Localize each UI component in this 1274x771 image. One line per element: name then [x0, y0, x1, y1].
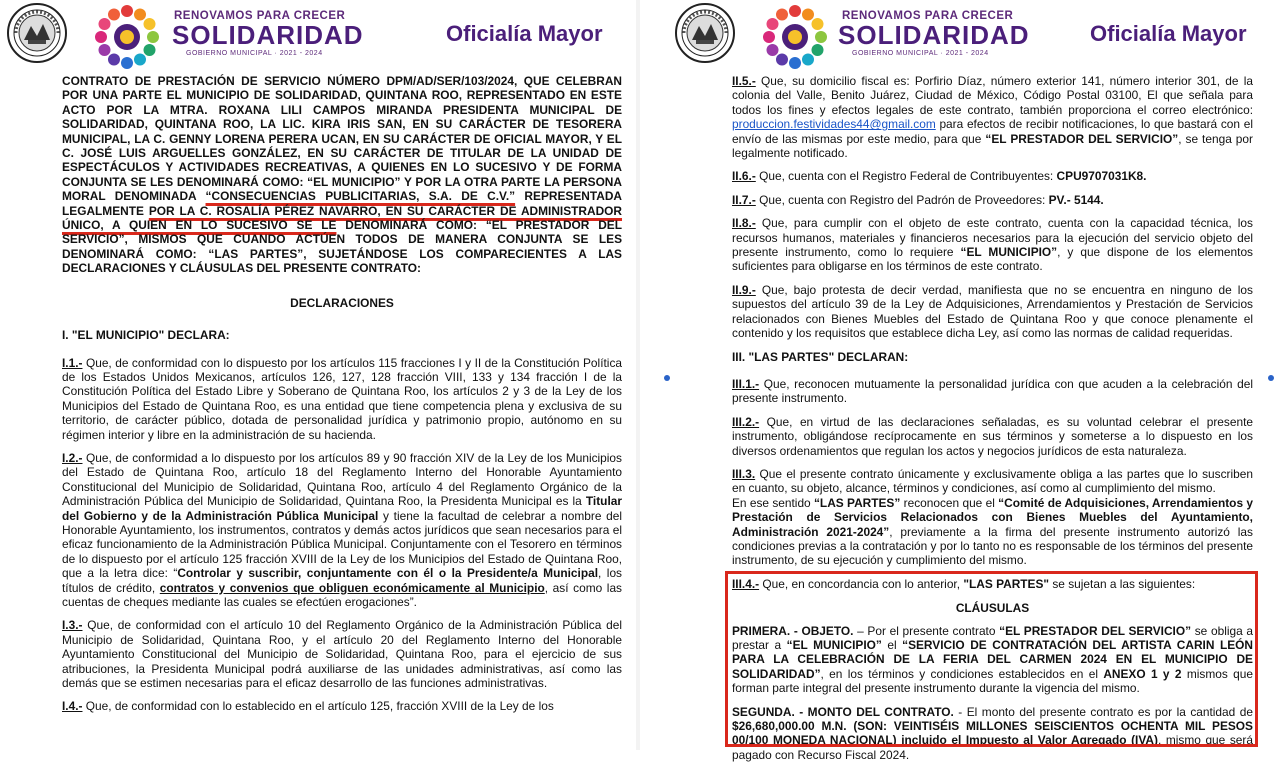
clause-ii6: II.6.- Que, cuenta con el Registro Federal de Contribuyentes: CPU9707031K8. — [732, 169, 1147, 184]
slogan-text: RENOVAMOS PARA CRECER — [174, 10, 346, 22]
section-heading-partes: III. "LAS PARTES" DECLARAN: — [732, 349, 909, 364]
declaraciones-heading: DECLARACIONES — [290, 295, 394, 310]
slogan-text: RENOVAMOS PARA CRECER — [842, 10, 1014, 22]
clause-iii4: III.4.- Que, en concordancia con lo anterior, "LAS PARTES" se sujetan a las siguientes: — [732, 576, 1196, 591]
page-header — [640, 0, 1274, 68]
clause-ii7: II.7.- Que, cuenta con Registro del Padrón de Proveedores: PV.- 5144. — [732, 192, 1104, 207]
government-subtitle: GOBIERNO MUNICIPAL · 2021 - 2024 — [852, 50, 989, 57]
clause-iii2: III.2.- Que, en virtud de las declaraciones señaladas, es su voluntad celebrar el presente instrumento, obligándose recíprocamente en sus términos y someterse a lo dispuesto en los diversos ordenamientos que regulan los actos y negocios jurídicos de esta naturaleza. — [732, 414, 1253, 458]
clause-iii3: III.3. Que el presente contrato únicamente y exclusivamente obliga a las partes que lo suscriben en cuanto, su objeto, alcance, términos y condiciones, así como al cumplimiento del mismo. — [732, 466, 1253, 496]
clause-i2: I.2.- Que, de conformidad a lo dispuesto por los artículos 89 y 90 fracción XIV de la Ley de los Municipios del Estado de Quintana Roo, artículo 18 del Reglamento Interno del Honorable Ayuntamiento Constitucional del Municipio de Solidaridad, Quintana Roo, artículo 4 del Reglamento Orgánico de la Administración Pública del Municipio de Solidaridad, Quintana Roo, la Presidenta Municipal es la Titular del Gobierno y de la Administración Pública Municipal y tiene la facultad de celebrar a nombre del Honorable Ayuntamiento, los instrumentos, contratos y demás actos jurídicos que sean necesarios para el eficaz funcionamiento de la Administración Pública Municipal. Conjuntamente con el Tesorero en términos de lo dispuesto por el artículo 125 fracción XVIII de la Ley de los Municipios del Estado de Quintana Roo, que a la letra dice: “Controlar y suscribir, conjuntamente con él o la Presidente/a Municipal, los títulos de crédito, contratos y convenios que obliguen económicamente al Municipio, así como las cuentas de cheques mediante las cuales se efectúen erogaciones”. — [62, 450, 623, 609]
department-title: Oficialía Mayor — [1090, 21, 1247, 46]
page-header — [0, 0, 637, 68]
contract-preamble: CONTRATO DE PRESTACIÓN DE SERVICIO NÚMERO DPM/AD/SER/103/2024, QUE CELEBRAN POR UNA PARTE EL MUNICIPIO DE SOLIDARIDAD, QUINTANA ROO, REPRESENTADO EN ESTE ACTO POR LA MTRA. ROXANA LILI CAMPOS MIRANDA PRESIDENTA MUNICIPAL DE SOLIDARIDAD, QUINTANA ROO, LA LIC. KIRA IRIS SAN, EN SU CARÁCTER DE TESORERA MUNICIPAL, LA C. GENNY LORENA PERERA UCAN, EN SU CARÁCTER DE OFICIAL MAYOR, Y EL C. JOSÉ LUIS ARGUELLES GONZÁLEZ, EN SU CARÁCTER DE TITULAR DE LA UNIDAD DE ESPECTÁCULOS Y ACTIVIDADES RECREATIVAS, A QUIENES EN LO SUCESIVO Y DE FORMA CONJUNTA SE LES DENOMINARÁ COMO: “EL MUNICIPIO” Y POR LA OTRA PARTE LA PERSONA MORAL DENOMINADA “CONSECUENCIAS PUBLICITARIAS, S.A. DE C.V.” REPRESENTADA LEGALMENTE POR LA C. ROSALÍA PÉREZ NAVARRO, EN SU CARÁCTER DE ADMINISTRADOR ÚNICO, A QUIEN EN LO SUCESIVO SE LE DENOMINARÁ COMO: “EL PRESTADOR DEL SERVICIO”, MISMOS QUE CUANDO ACTÚEN TODOS DE MANERA CONJUNTA SE LES DENOMINARÁ COMO: “LAS PARTES”, SUJETÁNDOSE LOS COMPARECIENTES A LAS DECLARACIONES Y CLÁUSULAS DEL PRESENTE CONTRATO: — [62, 74, 623, 276]
company-name: “CONSECUENCIAS PUBLICITARIAS, S.A. DE C.V.” — [205, 189, 516, 204]
clause-i1: I.1.- Que, de conformidad con lo dispuesto por los artículos 115 fracciones I y II de la Constitución Política de los Estados Unidos Mexicanos, artículos 126, 127, 128 fracción VIII, 133 y 134 fracción I de la Constitución Política del Estado Libre y Soberano de Quintana Roo, los artículos 2 y 3 de la Ley de los Municipios del Estado de Quintana Roo, es una entidad que tiene competencia plena y exclusiva de su territorio, de carácter público, dotada de personalidad jurídica y patrimonio propio, autónomo en su régimen interior y libre en la administración de su hacienda. — [62, 355, 622, 442]
clause-ii8: II.8.- Que, para cumplir con el objeto de este contrato, cuenta con la capacidad técnica, los recursos humanos, materiales y financieros necesarios para la ejecución del servicio objeto del presente instrumento, como lo requiere “EL MUNICIPIO”, y que dispone de los elementos suficientes para obligarse en los términos de este contrato. — [732, 216, 1253, 274]
clause-iii3-cont: En ese sentido “LAS PARTES” reconocen que el “Comité de Adquisiciones, Arrendamientos y Prestación de Servicios Relacionados con Bienes Muebles del Ayuntamiento, Administración 2021-2024”, previamente a la firma del presente instrumento autorizó las condiciones previas a la contratación y por lo tanto no es responsable de los términos del presente instrumento, de su ejecución y cumplimiento del mismo. — [732, 495, 1253, 568]
page-handle-dot[interactable] — [664, 375, 670, 381]
contract-body-left — [62, 74, 622, 723]
clause-i4: I.4.- Que, de conformidad con lo establecido en el artículo 125, fracción XVIII de la Ley de los — [62, 699, 554, 714]
email-link[interactable]: produccion.festividades44@gmail.com — [732, 117, 936, 132]
solidaridad-flower-logo-icon — [760, 2, 830, 72]
clause-segunda: SEGUNDA. - MONTO DEL CONTRATO. - El monto del presente contrato es por la cantidad de $26,680,000.00 M.N. (SON: VEINTISÉIS MILLONES SEISCIENTOS OCHENTA MIL PESOS 00/100 MONEDA NACIONAL) incluido el Impuesto al Valor Agregado (IVA), mismo que será pagado con Recurso Fiscal 2024. — [732, 704, 1253, 762]
page-handle-dot[interactable] — [1268, 375, 1274, 381]
document-page-left — [0, 0, 637, 750]
section-heading-municipio: I. "EL MUNICIPIO" DECLARA: — [62, 328, 230, 343]
solidaridad-flower-logo-icon — [92, 2, 162, 72]
clause-i3: I.3.- Que, de conformidad con el artículo 10 del Reglamento Orgánico de la Administración Pública del Municipio de Solidaridad, Quintana Roo, y el artículo 20 del Reglamento Interno del Honorable Ayuntamiento Constitucional del Municipio de Solidaridad, Quintana Roo, para el ejercicio de sus atribuciones, la Presidenta Municipal podrá auxiliarse de las unidades administrativas, así como las demás que se estimen necesarias para el eficaz desarrollo de las funciones administrativas. — [62, 618, 622, 691]
department-title: Oficialía Mayor — [446, 21, 603, 46]
clause-ii5: II.5.- Que, su domicilio fiscal es: Porfirio Díaz, número exterior 141, número interior 301, de la colonia del Valle, Benito Juárez, Ciudad de México, Código Postal 03100, El que señala para todos los fines y efectos legales de este contrato, también proporciona el correo electrónico: produccion.festividades44@gmail.com para efectos de recibir notificaciones, lo que bastará con el envío de las mismas por este medio, para que “EL PRESTADOR DEL SERVICIO”, se tenga por legalmente notificado. — [732, 74, 1253, 161]
contract-body-right — [732, 74, 1253, 771]
clause-ii9: II.9.- Que, bajo protesta de decir verdad, manifiesta que no se encuentra en ninguno de los supuestos del artículo 39 de la Ley de Adquisiciones, Arrendamientos y Prestación de Servicios relacionados con Bienes Muebles del Estado de Quintana Roo y que conoce plenamente el contenido y los requisitos que establece dicha Ley, así como las normas de calidad requeridas. — [732, 282, 1253, 341]
legal-representative: POR LA C. ROSALÍA PÉREZ NAVARRO, EN SU CARÁCTER DE ADMINISTRADOR ÚNICO, A QUIEN EN LO SUCESIVO SE LE — [62, 203, 623, 233]
clause-iii1: III.1.- Que, reconocen mutuamente la personalidad jurídica con que acuden a la celebración del presente instrumento. — [732, 376, 1253, 406]
brand-title: SOLIDARIDAD — [172, 20, 364, 50]
municipal-seal-icon — [674, 2, 736, 64]
document-page-right — [640, 0, 1274, 762]
government-subtitle: GOBIERNO MUNICIPAL · 2021 - 2024 — [186, 50, 323, 57]
clausulas-heading: CLÁUSULAS — [955, 601, 1030, 616]
clause-primera: PRIMERA. - OBJETO. – Por el presente contrato “EL PRESTADOR DEL SERVICIO” se obliga a prestar a “EL MUNICIPIO” el “SERVICIO DE CONTRATACIÓN DEL ARTISTA CARIN LEÓN PARA LA CELEBRACIÓN DE LA FERIA DEL CARMEN 2024 EN EL MUNICIPIO DE SOLIDARIDAD”, en los términos y condiciones establecidos en el ANEXO 1 y 2 mismos que forman parte integral del presente instrumento durante la vigencia del mismo. — [732, 623, 1254, 696]
brand-title: SOLIDARIDAD — [838, 20, 1030, 50]
municipal-seal-icon — [6, 2, 68, 64]
